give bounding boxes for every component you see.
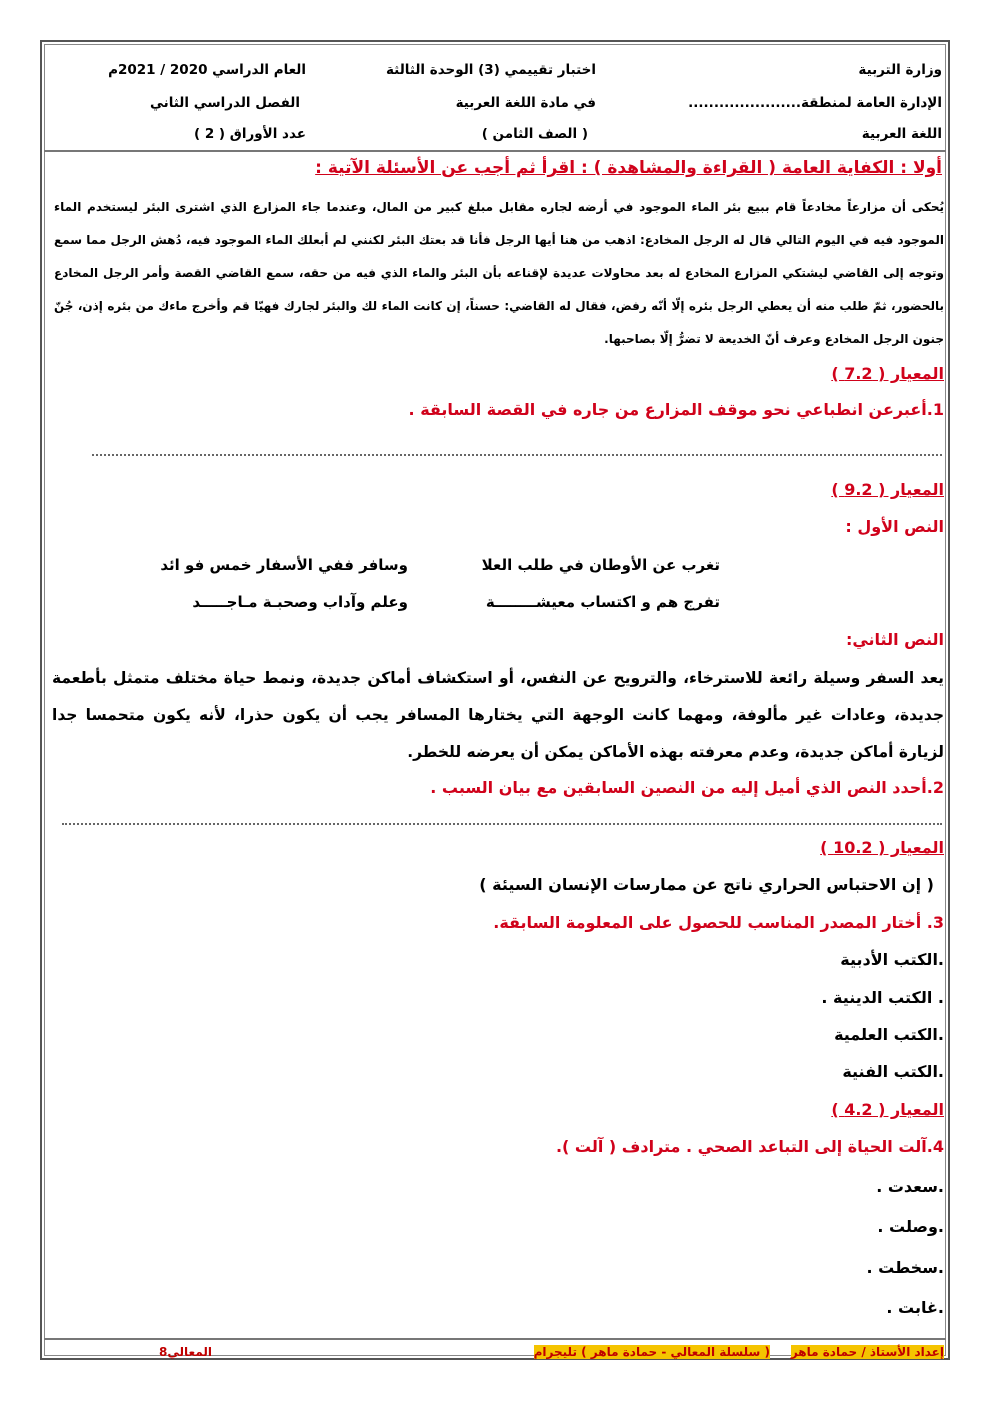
answer-line-1[interactable] [92,454,942,456]
text2-paragraph: يعد السفر وسيلة رائعة للاسترخاء، والترويح عن النفس، أو استكشاف أماكن جديدة، ونمط حياة مختلف متمثل بأطعمة جديدة، وعادات غير مألوفة، ومهما كانت الوجهة التي يختارها المسافر يجب أن يكون حذرا، لأنه يكون متحمسا جدا لزيارة أماكن جديدة، وعدم معرفته بهذه الأماكن يمكن أن يعرضه للخطر. [52,669,944,761]
question-3: 3. أختار المصدر المناسب للحصول على المعلومة السابقة. [493,913,944,932]
header-directorate: الإدارة العامة لمنطقة...................... [688,95,942,111]
header-term: الفصل الدراسي الثاني [150,95,300,111]
q4-option-3[interactable]: .سخطت . [866,1258,944,1277]
header-year: العام الدراسي 2020 / 2021م [108,62,306,78]
q3-option-1[interactable]: .الكتب الأدبية [840,950,944,969]
q4-option-2[interactable]: .وصلت . [877,1217,944,1236]
criterion-4-2: المعيار ( 4.2 ) [831,1100,944,1119]
header-exam-title: اختبار تقييمي (3) الوحدة الثالثة [386,62,596,78]
q3-option-4[interactable]: .الكتب الفنية [842,1062,944,1081]
statement: ( إن الاحتباس الحراري ناتج عن ممارسات الإنسان السيئة ) [479,875,934,894]
header-divider [44,150,946,152]
question-2: 2.أحدد النص الذي أميل إليه من النصين السابقين مع بيان السبب . [430,778,944,797]
header-grade: ( الصف الثامن ) [481,126,588,142]
header-ministry: وزارة التربية [858,62,942,78]
header-subject: اللغة العربية [861,126,942,142]
q3-option-2[interactable]: . الكتب الدينية . [821,988,944,1007]
question-4: 4.آلت الحياة إلى التباعد الصحي . مترادف ( آلت ). [555,1137,944,1156]
answer-line-2[interactable] [62,823,942,825]
verse-2-first-half: تفرج هم و اكتساب معيشــــــــة [485,593,720,611]
section-title: أولا : الكفاية العامة ( القراءة والمشاهدة ) : اقرأ ثم أجب عن الأسئلة الآتية : [315,158,942,178]
criterion-10-2: المعيار ( 10.2 ) [820,838,944,857]
criterion-7-2: المعيار ( 7.2 ) [831,364,944,383]
header-pages: عدد الأوراق ( 2 ) [193,126,306,142]
question-1: 1.أعبرعن انطباعي نحو موقف المزارع من جاره في القصة السابقة . [408,400,944,419]
text1-label: النص الأول : [845,517,944,536]
q4-option-1[interactable]: .سعدت . [876,1177,944,1196]
q4-option-4[interactable]: .غابت . [886,1298,944,1317]
footer-divider [44,1338,946,1340]
story-passage: يُحكى أن مزارعاً مخادعاً قام ببيع بئر الماء الموجود في أرضه لجاره مقابل مبلغ كبير من المال، وعندما جاء المزارع الذي اشترى البئر ليستخدم الماء الموجود فيه في اليوم التالي قال له الرجل المخادع: اذهب من هنا أيها الرجل فأنا قد بعتك البئر لكنني لم أبعلك الماء الموجود فيه، دُهش الرجل مما سمع وتوجه إلى القاضي ليشتكي المزارع المخادع له بعد محاولات عديدة لإقناعه بأن البئر والماء الذي فيه من حقه، سمع القاضي القصة وأمر الرجل المخادع بالحضور، ثمّ طلب منه أن يعطي الرجل بئره إلّا أنّه رفض، فقال له القاضي: حسناً، إن كانت الماء لك والبئر لجارك فهيّا قم وأخرج ماءك من بئره إذن، جُنّ جنون الرجل المخادع وعرف أنّ الخديعة لا تضرُّ إلّا بصاحبها. [54,200,944,346]
footer-page-tag: المعالي8 [159,1345,212,1359]
q3-option-3[interactable]: .الكتب العلمية [834,1025,944,1044]
footer-author: إعداد الأستاذ / حمادة ماهر [790,1345,944,1359]
text2-label: النص الثاني: [845,630,944,649]
header-subject-name: في مادة اللغة العربية [455,95,596,111]
criterion-9-2: المعيار ( 9.2 ) [831,480,944,499]
verse-2-second-half: وعلم وآداب وصحبـة مـاجـــــد [192,593,408,611]
footer-series: ( سلسلة المعالي - حمادة ماهر ) تليجرام [533,1345,770,1359]
verse-1-first-half: تغرب عن الأوطان في طلب العلا [481,556,720,574]
verse-1-second-half: وسافر ففي الأسفار خمس فو ائد [160,556,408,574]
